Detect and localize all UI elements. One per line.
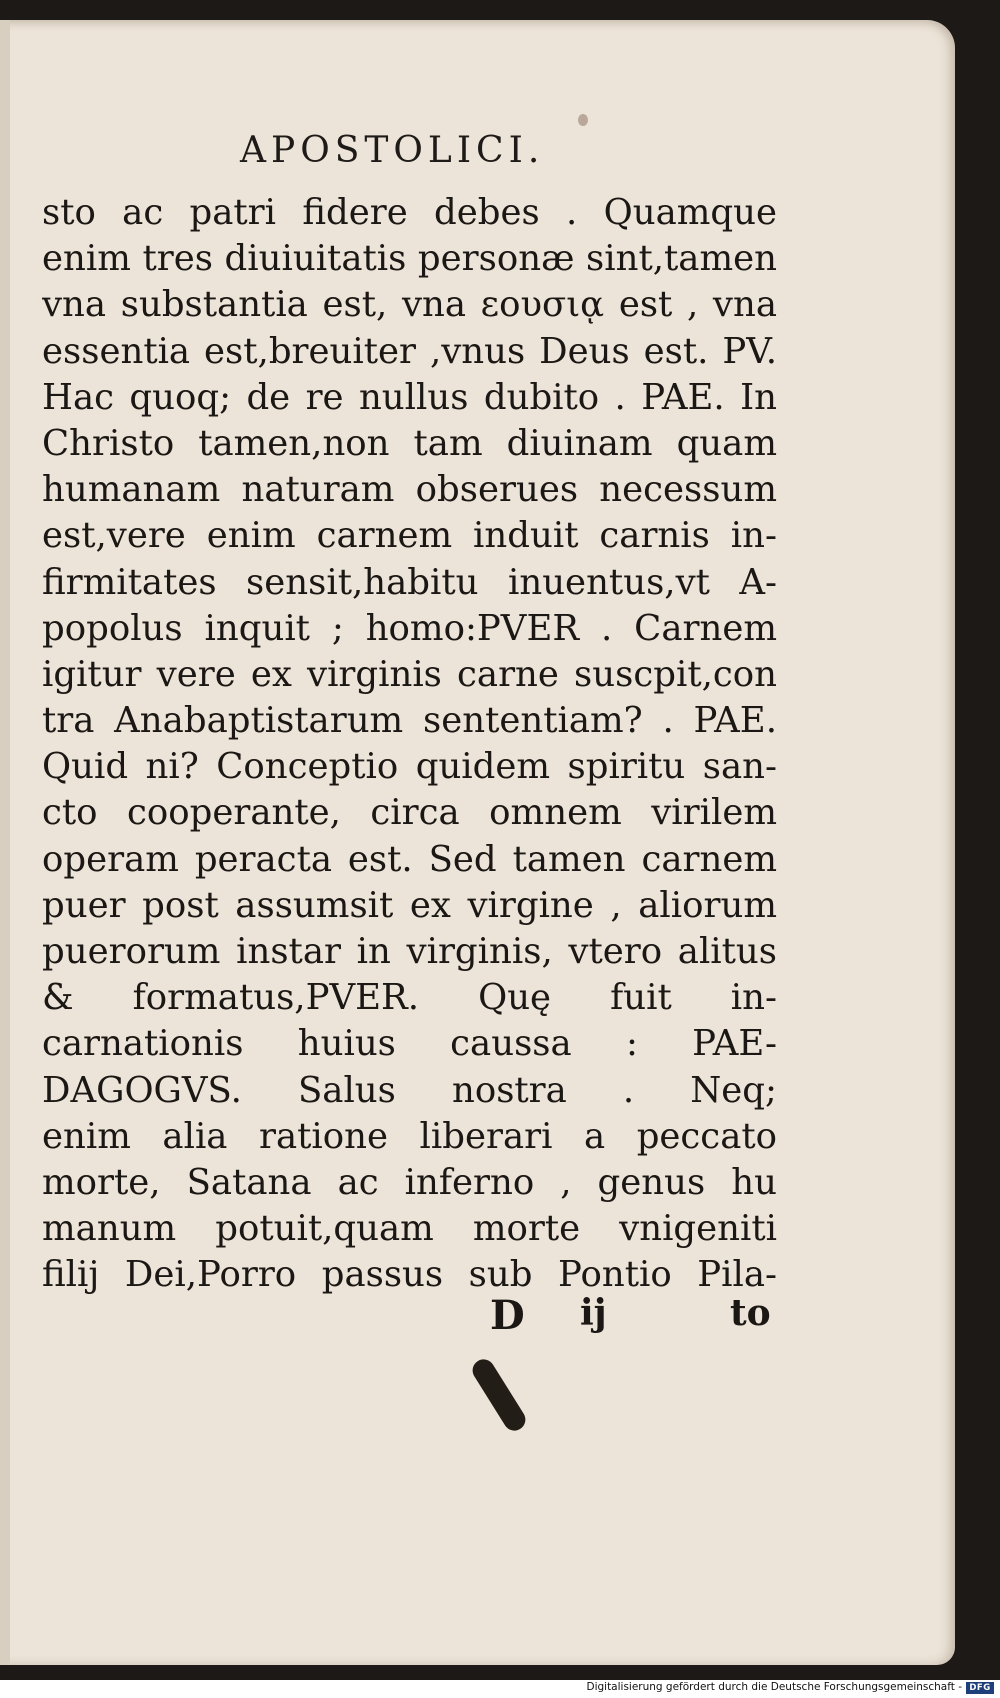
signature-mark	[490, 1292, 607, 1339]
text-line: Hac quoq; de re nullus dubito . PAE. In	[42, 376, 777, 418]
page-body-text	[42, 190, 777, 1299]
text-line: tra Anabaptistarum sententiam? . PAE.	[42, 700, 777, 742]
text-line: Christo tamen,non tam diuinam quam	[42, 422, 777, 464]
dfg-logo: DFG	[966, 1682, 994, 1694]
text-line: carnationis huius caussa : PAE-	[42, 1023, 777, 1065]
text-line: puerorum instar in virginis, vtero alitus	[42, 931, 777, 972]
text-line: morte, Satana ac inferno , genus hu	[42, 1161, 777, 1203]
text-line: DAGOGVS. Salus nostra . Neq;	[42, 1069, 777, 1111]
text-line: filij Dei,Porro passus sub Pontio Pila-	[42, 1254, 777, 1296]
text-line: puer post assumsit ex virgine , aliorum	[42, 884, 777, 926]
running-header: APOSTOLICI.	[240, 130, 545, 171]
text-line: essentia est,breuiter ,vnus Deus est. PV.	[42, 330, 777, 372]
catchword: to	[730, 1292, 771, 1334]
digitization-credit: Digitalisierung gefördert durch die Deutsche Forschungsgemeinschaft -	[586, 1681, 962, 1693]
text-line: enim alia ratione liberari a peccato	[42, 1115, 777, 1157]
paper-stain	[578, 114, 588, 126]
text-line: cto cooperante, circa omnem virilem	[42, 792, 777, 834]
text-line: Quid ni? Conceptio quidem spiritu san-	[42, 746, 777, 788]
text-line: manum potuit,quam morte vnigeniti	[42, 1208, 777, 1250]
signature-number: ij	[580, 1292, 607, 1334]
text-line: & formatus,PVER. Quę fuit in-	[42, 977, 777, 1019]
text-line: humanam naturam obserues necessum	[42, 469, 777, 511]
page-gutter	[0, 20, 10, 1665]
signature-letter: D	[490, 1292, 525, 1339]
text-line: est,vere enim carnem induit carnis in-	[42, 515, 777, 557]
text-line: vna substantia est, vna ɛουσιᾳ est , vna	[42, 284, 777, 326]
text-line: sto ac patri fidere debes . Quamque	[42, 192, 777, 233]
text-line: enim tres diuiuitatis personæ sint,tamen	[42, 238, 777, 280]
text-line: popolus inquit ; homo:PVER . Carnem	[42, 607, 777, 649]
text-line: operam peracta est. Sed tamen carnem	[42, 838, 777, 880]
text-line: firmitates sensit,habitu inuentus,vt A-	[42, 561, 777, 603]
text-line: igitur vere ex virginis carne suscpit,con	[42, 653, 777, 695]
